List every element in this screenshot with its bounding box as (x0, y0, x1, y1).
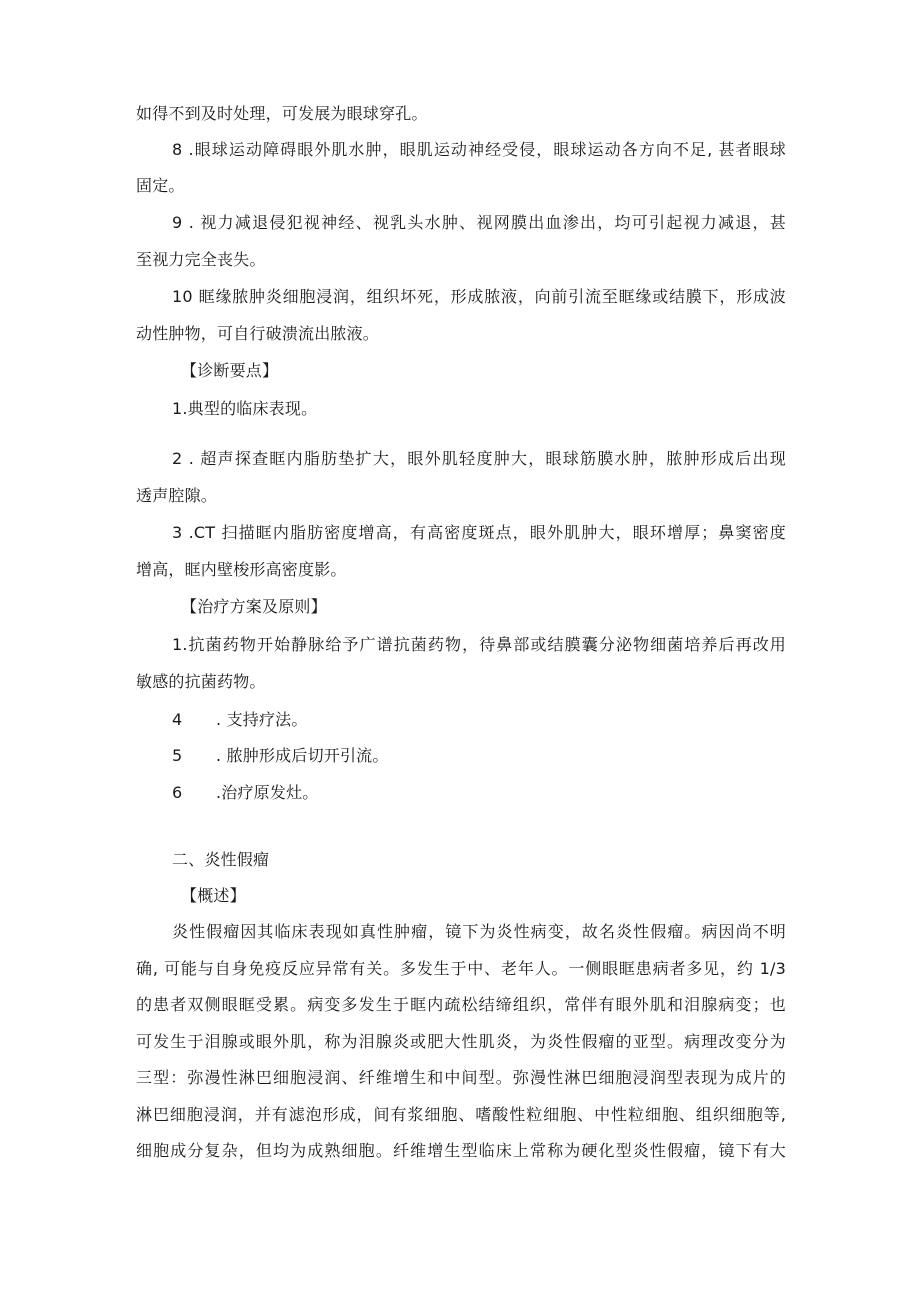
list-item-10: 10 眶缘脓肿炎细胞浸润，组织坏死，形成脓液，向前引流至眶缘或结膜下，形成波 (172, 287, 786, 306)
paragraph-line: 可发生于泪腺或眼外肌，称为泪腺炎或肥大性肌炎，为炎性假瘤的亚型。病理改变分为 (136, 1032, 786, 1051)
list-item-text: .治疗原发灶。 (216, 783, 319, 802)
section-title-inflammatory-pseudotumor: 二、炎性假瘤 (172, 850, 270, 869)
text-line: 动性肿物，可自行破溃流出脓液。 (136, 324, 380, 343)
text-line: 至视力完全丧失。 (136, 250, 266, 269)
list-item-text: . 脓肿形成后切开引流。 (216, 746, 389, 765)
section-heading-diagnosis: 【诊断要点】 (181, 361, 279, 380)
section-heading-overview: 【概述】 (181, 886, 246, 905)
list-item-1: 1.抗菌药物开始静脉给予广谱抗菌药物，待鼻部或结膜囊分泌物细菌培养后再改用 (172, 635, 786, 654)
paragraph-line: 淋巴细胞浸润，并有滤泡形成，间有浆细胞、嗜酸性粒细胞、中性粒细胞、组织细胞等, (136, 1105, 786, 1124)
paragraph-line: 炎性假瘤因其临床表现如真性肿瘤，镜下为炎性病变，故名炎性假瘤。病因尚不明 (172, 922, 786, 941)
list-item-5 (172, 745, 182, 767)
text-line: 透声腔隙。 (136, 486, 218, 505)
section-heading-treatment: 【治疗方案及原则】 (181, 597, 327, 616)
list-item-4 (172, 709, 182, 731)
list-item-text: . 支持疗法。 (216, 710, 308, 729)
list-item-3: 3 .CT 扫描眶内脂肪密度增高，有高密度斑点，眼外肌肿大，眼环增厚；鼻窦密度 (172, 523, 786, 542)
paragraph-line: 的患者双侧眼眶受累。病变多发生于眶内疏松结缔组织，常伴有眼外肌和泪腺病变；也 (136, 995, 786, 1014)
paragraph-line: 三型：弥漫性淋巴细胞浸润、纤维增生和中间型。弥漫性淋巴细胞浸润型表现为成片的 (136, 1068, 786, 1087)
list-item-8: 8 .眼球运动障碍眼外肌水肿，眼肌运动神经受侵，眼球运动各方向不足, 甚者眼球 (172, 140, 786, 159)
list-item-2: 2 . 超声探查眶内脂肪垫扩大，眼外肌轻度肿大，眼球筋膜水肿，脓肿形成后出现 (172, 449, 786, 468)
text-line: 固定。 (136, 176, 185, 195)
list-number: 4 (172, 710, 183, 729)
paragraph-line: 细胞成分复杂，但均为成熟细胞。纤维增生型临床上常称为硬化型炎性假瘤，镜下有大 (136, 1141, 786, 1160)
list-item-6 (172, 782, 182, 804)
list-number: 5 (172, 746, 183, 765)
paragraph-line: 确, 可能与自身免疫反应异常有关。多发生于中、老年人。一侧眼眶患病者多见，约 1/3 (136, 959, 786, 978)
list-item-1: 1.典型的临床表现。 (172, 399, 318, 418)
list-number: 6 (172, 783, 183, 802)
text-line: 敏感的抗菌药物。 (136, 672, 266, 691)
text-line: 增高，眶内壁梭形高密度影。 (136, 560, 347, 579)
text-line: 如得不到及时处理，可发展为眼球穿孔。 (136, 104, 428, 123)
list-item-9: 9 . 视力减退侵犯视神经、视乳头水肿、视网膜出血渗出，均可引起视力减退，甚 (172, 213, 786, 232)
